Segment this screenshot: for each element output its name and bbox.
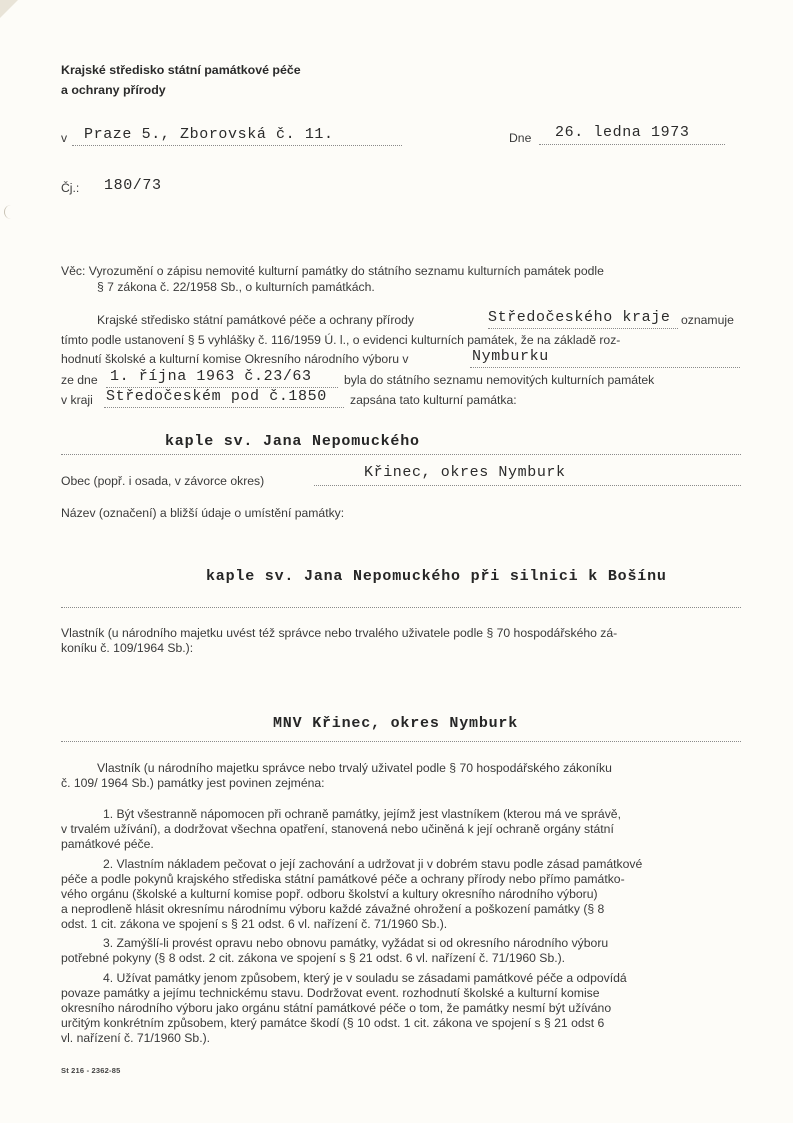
intro-line2: tímto podle ustanovení § 5 vyhlášky č. 116/1959 Ú. l., o evidenci kulturních památek, že na základě roz-	[61, 333, 621, 347]
place-label: v	[61, 131, 68, 145]
monument-name-field	[61, 432, 741, 455]
duty2-line3: vého orgánu (školské a kulturní komise popř. odboru školství a kultury okresního národního výboru)	[61, 887, 598, 901]
duty3-line2: potřebné pokyny (§ 8 odst. 2 cit. zákona ve spojení s § 21 odst. 6 vl. nařízení č. 71/1960 Sb.).	[61, 951, 566, 965]
duty2-line4: a neprodleně hlásit okresnímu národnímu výboru každé závažné ohrožení a poškození památky (§ 8	[61, 902, 605, 916]
duty2-line5: odst. 1 cit. zákona ve spojení s § 21 odst. 6 vl. nařízení č. 71/1960 Sb.).	[61, 917, 448, 931]
duty3-line1: 3. Zamýšlí-li provést opravu nebo obnovu památky, vyžádat si od okresního národního výboru	[103, 936, 609, 950]
monument-name-value: kaple sv. Jana Nepomuckého	[165, 433, 420, 450]
obec-field	[314, 464, 741, 486]
duty2-line1: 2. Vlastním nákladem pečovat o její zachování a udržovat ji v dobrém stavu podle zásad památkové	[103, 857, 643, 871]
duty4-line4: určitým konkrétním způsobem, který památce škodí (§ 10 odst. 1 cit. zákona ve spojení s § 21 odst 6	[61, 1016, 605, 1030]
decision-value: 1. října 1963 č.23/63	[110, 368, 312, 385]
place-value: Praze 5., Zborovská č. 11.	[84, 126, 334, 143]
duties-intro-line2: č. 109/ 1964 Sb.) památky jest povinen zejména:	[61, 776, 325, 790]
nazev-label: Název (označení) a bližší údaje o umístění památky:	[61, 506, 345, 520]
intro-text-2: oznamuje	[681, 313, 734, 327]
date-field	[539, 124, 725, 145]
date-label: Dne	[509, 131, 532, 145]
intro-line3: hodnutí školské a kulturní komise Okresního národního výboru v	[61, 352, 409, 366]
duty4-line1: 4. Užívat památky jenom způsobem, který je v souladu se zásadami památkové péče a odpovídá	[103, 971, 627, 985]
duty1-line3: památkové péče.	[61, 837, 154, 851]
place-field	[72, 126, 402, 146]
duty2-line2: péče a podle pokynů krajského střediska státní památkové péče a ochrany přírody nebo přímo památko-	[61, 872, 625, 886]
duties-intro-line1: Vlastník (u národního majetku správce nebo trvalý uživatel podle § 70 hospodářského zákoníku	[97, 761, 612, 775]
intro-v-kraji: v kraji	[61, 393, 93, 407]
obec-label: Obec (popř. i osada, v závorce okres)	[61, 474, 265, 488]
region-field	[488, 309, 678, 329]
obec-value: Křinec, okres Nymburk	[364, 464, 566, 481]
nazev-field	[61, 567, 741, 608]
okres-field	[470, 348, 740, 368]
decision-field	[106, 368, 338, 388]
intro-line4-rest: byla do státního seznamu nemovitých kulturních památek	[344, 373, 655, 387]
owner-label-line1: Vlastník (u národního majetku uvést též správce nebo trvalého uživatele podle § 70 hospodářského zá-	[61, 626, 618, 640]
owner-label-line2: koníku č. 109/1964 Sb.):	[61, 641, 194, 655]
intro-text-1: Krajské středisko státní památkové péče a ochrany přírody	[97, 313, 415, 327]
region-value: Středočeského kraje	[488, 309, 671, 326]
subject-line2: § 7 zákona č. 22/1958 Sb., o kulturních památkách.	[97, 280, 375, 294]
intro-ze-dne: ze dne	[61, 373, 98, 387]
form-code: St 216 - 2362-85	[61, 1066, 121, 1075]
duty1-line2: v trvalém užívání), a dodržovat všechna opatření, stanovená nebo učiněná k její ochraně orgány státní	[61, 822, 614, 836]
intro-line5-rest: zapsána tato kulturní památka:	[350, 393, 517, 407]
duty4-line5: vl. nařízení č. 71/1960 Sb.).	[61, 1031, 211, 1045]
owner-value: MNV Křinec, okres Nymburk	[273, 715, 519, 732]
kraj-field	[104, 388, 344, 408]
reference-value: 180/73	[104, 177, 162, 194]
duty4-line2: povaze památky a jejímu technickému stavu. Dodržovat event. rozhodnutí školské a kulturní komise	[61, 986, 600, 1000]
okres-value: Nymburku	[472, 348, 549, 365]
nazev-value: kaple sv. Jana Nepomuckého při silnici k Bošínu	[206, 568, 667, 585]
folded-corner	[0, 0, 18, 18]
duty4-line3: okresního národního výboru jako orgánu státní památkové péče o tom, že památky nesmí být užíváno	[61, 1001, 612, 1015]
owner-field	[61, 713, 741, 742]
punch-mark	[4, 205, 13, 219]
subject-line1: Věc: Vyrozumění o zápisu nemovité kulturní památky do státního seznamu kulturních památek podle	[61, 264, 604, 278]
date-value: 26. ledna 1973	[555, 124, 690, 141]
kraj-value: Středočeském pod č.1850	[106, 388, 327, 405]
institution-name-line1: Krajské středisko státní památkové péče	[61, 63, 301, 77]
reference-label: Čj.:	[61, 181, 80, 195]
institution-name-line2: a ochrany přírody	[61, 83, 166, 97]
duty1-line1: 1. Být všestranně nápomocen při ochraně památky, jejímž jest vlastníkem (kterou má ve správě,	[103, 807, 621, 821]
